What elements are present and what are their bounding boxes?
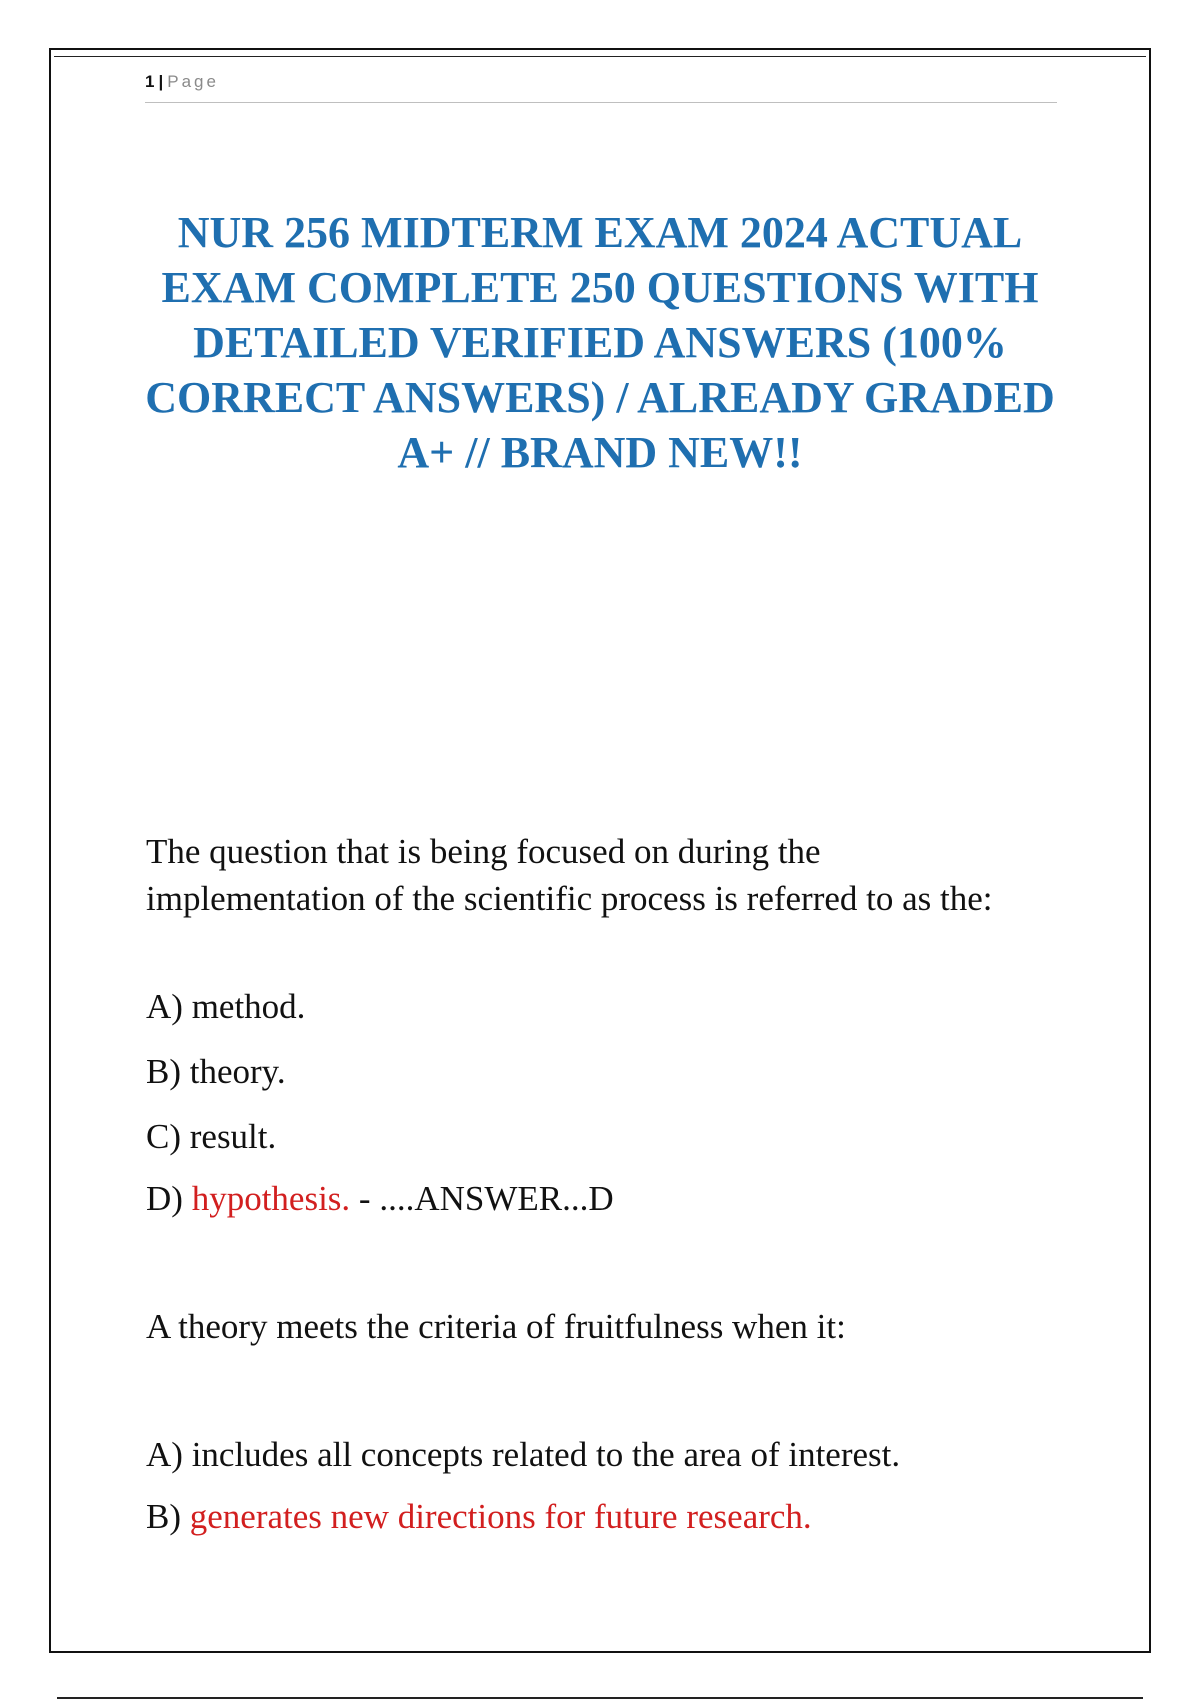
option-label: D) bbox=[146, 1179, 183, 1218]
option-text: includes all concepts related to the area of interest. bbox=[191, 1435, 901, 1474]
option-label: B) bbox=[146, 1497, 181, 1536]
answer-key: - ....ANSWER...D bbox=[350, 1179, 614, 1218]
option-text: theory. bbox=[189, 1052, 286, 1091]
question-2-option-a bbox=[146, 1433, 900, 1477]
option-label: A) bbox=[146, 1435, 183, 1474]
page-number: 1 bbox=[145, 72, 155, 91]
question-1-option-a bbox=[146, 985, 305, 1029]
page-word: Page bbox=[167, 72, 219, 91]
document-title: NUR 256 MIDTERM EXAM 2024 ACTUAL EXAM COMPLETE 250 QUESTIONS WITH DETAILED VERIFIED ANSWERS (100% CORRECT ANSWERS) / ALREADY GRADED A+ // BRAND NEW!! bbox=[145, 208, 1055, 477]
page-header bbox=[145, 72, 1057, 103]
question-1-text: The question that is being focused on during the implementation of the scientific process is referred to as the: bbox=[146, 832, 993, 918]
next-page-rule bbox=[57, 1697, 1143, 1699]
question-1-option-d bbox=[146, 1177, 614, 1221]
header-separator: | bbox=[158, 72, 164, 91]
option-label: A) bbox=[146, 987, 183, 1026]
question-1-option-b bbox=[146, 1050, 286, 1094]
correct-answer-text: generates new directions for future research. bbox=[189, 1497, 812, 1536]
option-label: C) bbox=[146, 1117, 181, 1156]
option-label: B) bbox=[146, 1052, 181, 1091]
question-2-option-b bbox=[146, 1495, 812, 1539]
option-text: method. bbox=[191, 987, 306, 1026]
question-1-option-c bbox=[146, 1115, 276, 1159]
option-text: result. bbox=[189, 1117, 277, 1156]
question-2-text: A theory meets the criteria of fruitfulness when it: bbox=[146, 1307, 846, 1346]
correct-answer-text: hypothesis. bbox=[191, 1179, 351, 1218]
